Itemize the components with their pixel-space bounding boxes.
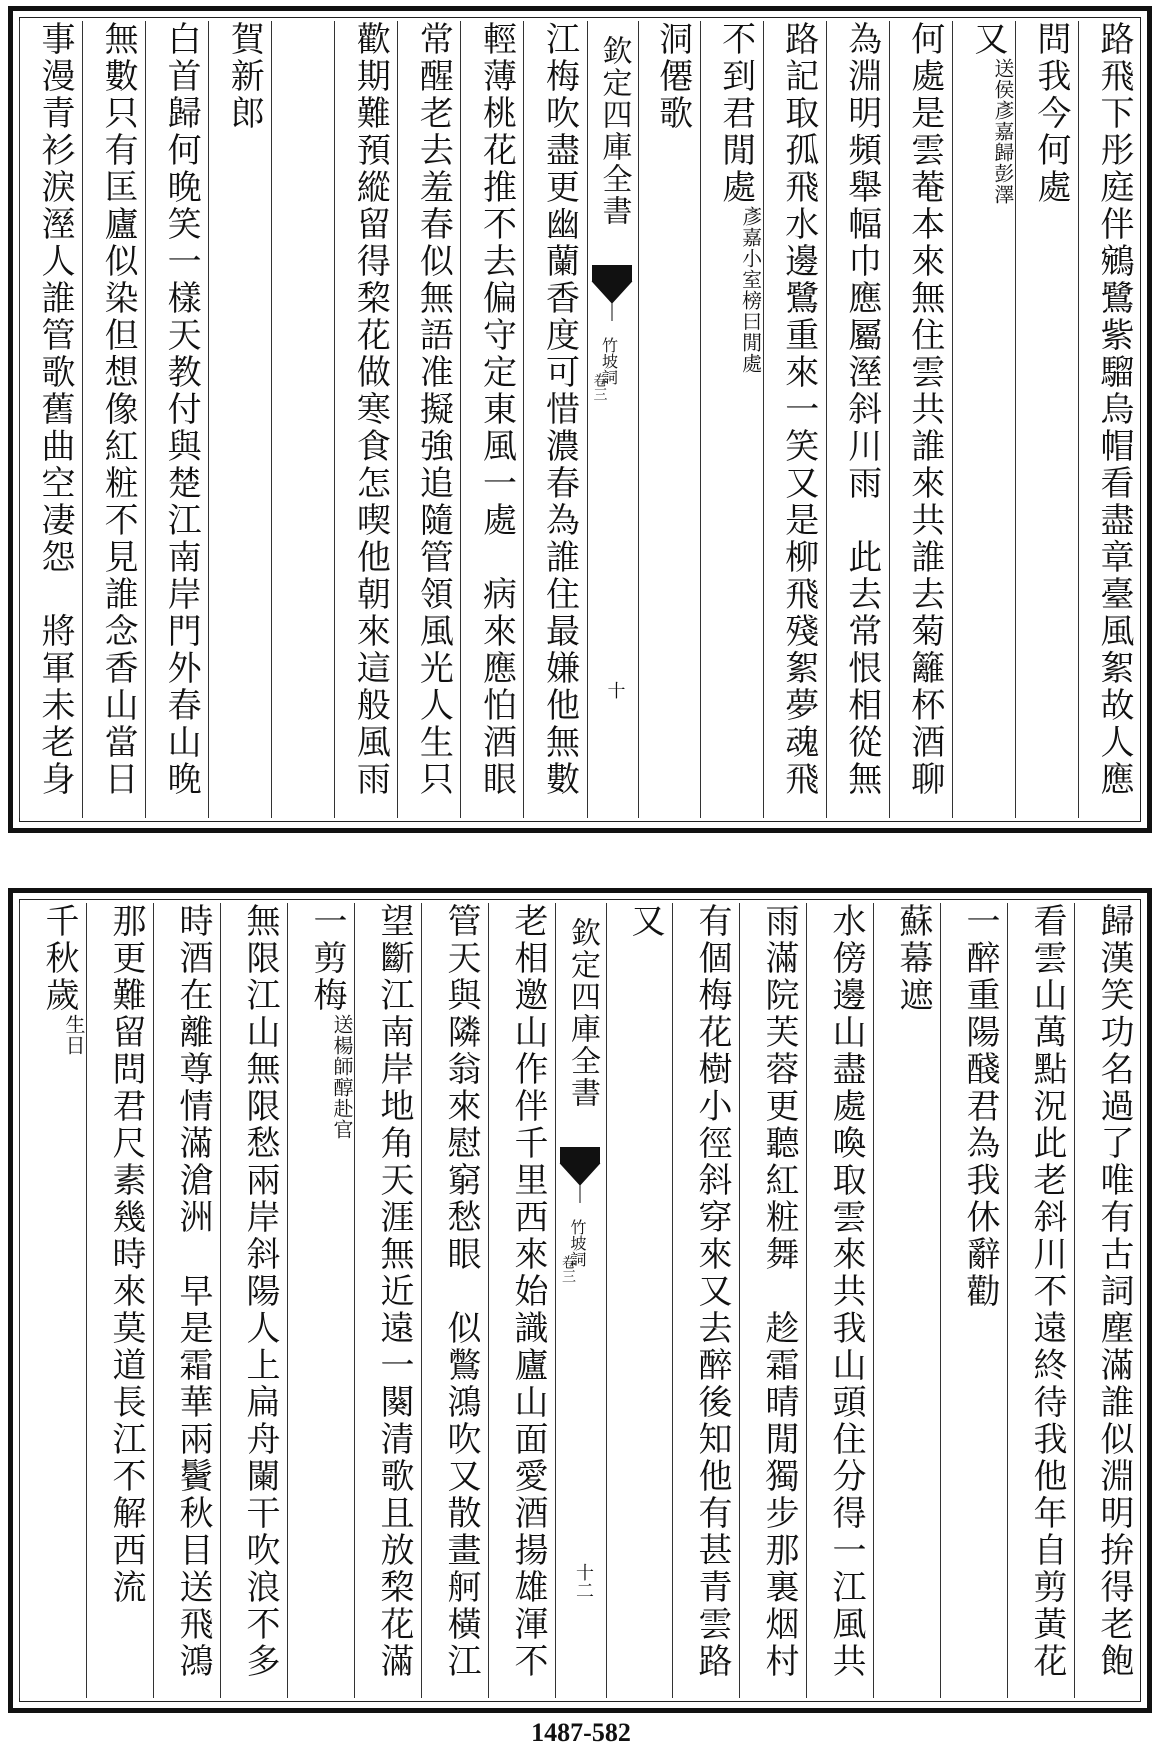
top-text-column <box>82 21 146 818</box>
bottom-text-column <box>421 903 489 1698</box>
top-text-column <box>19 21 83 818</box>
interlinear-note: 送侯彥嘉歸彭澤 <box>990 58 1015 205</box>
top-text-column <box>334 21 398 818</box>
bottom-text-column <box>287 903 355 1698</box>
column-text: 歸漢笑功名過了唯有古詞塵滿誰似淵明拚得老飽 <box>1094 903 1134 1680</box>
column-text: 事漫青衫淚溼人誰管歌舊曲空凄怨 將軍未老身 <box>35 21 76 798</box>
book-title: 竹坡詞 <box>599 337 619 385</box>
folio-number: 十 <box>604 681 626 699</box>
top-text-column <box>700 21 764 818</box>
top-text-column <box>145 21 209 818</box>
top-text-column <box>889 21 953 818</box>
bottom-text-column <box>940 903 1008 1698</box>
column-text: 千秋歲 <box>39 903 79 1014</box>
book-title: 竹坡詞 <box>568 1219 587 1267</box>
bottom-center-gutter <box>555 903 607 1698</box>
library-title: 欽定四庫全書 <box>596 35 632 227</box>
top-text-column <box>1078 21 1142 818</box>
column-text: 看雲山萬點況此老斜川不遠終待我他年自剪黃花 <box>1027 903 1067 1680</box>
column-text: 管天與隣翁來慰窮愁眼 似鷩鴻吹又散畫舸橫江 <box>441 903 481 1680</box>
fishtail-mark-icon <box>590 263 634 323</box>
column-text: 江梅吹盡更幽蘭香度可惜濃春為誰住最嫌他無數 <box>539 21 580 798</box>
bottom-page-panel <box>8 888 1152 1713</box>
interlinear-note: 送楊師醇赴官 <box>330 1014 354 1140</box>
interlinear-note: 彥嘉小室榜曰閒處 <box>738 206 763 374</box>
bottom-text-column <box>672 903 740 1698</box>
top-text-column <box>1015 21 1079 818</box>
column-text: 不到君閒處 <box>715 21 756 206</box>
column-text: 那更難留問君尺素幾時來莫道長江不解西流 <box>106 903 146 1606</box>
column-text: 水傍邊山盡處喚取雲來共我山頭住分得一江風共 <box>826 903 866 1680</box>
column-text: 洞僊歌 <box>652 21 693 132</box>
folio-number: 十二 <box>573 1563 594 1599</box>
column-text: 無數只有匡廬似染但想像紅粧不見誰念香山當日 <box>98 21 139 798</box>
bottom-text-column <box>873 903 941 1698</box>
column-text: 路飛下彤庭伴鵷鷺紫騮烏帽看盡章臺風絮故人應 <box>1093 21 1134 798</box>
column-text: 又 <box>967 21 1008 58</box>
top-text-column <box>523 21 587 818</box>
column-text: 歡期難預縱留得棃花做寒食怎喫他朝來這般風雨 <box>350 21 391 798</box>
column-text: 白首歸何晚笑一樣天教付與楚江南岸門外春山晚 <box>161 21 202 798</box>
bottom-text-column <box>739 903 807 1698</box>
top-text-column <box>763 21 827 818</box>
top-text-column <box>460 21 524 818</box>
column-text: 望斷江南岸地角天涯無近遠一闋清歌且放棃花滿 <box>374 903 414 1680</box>
column-text: 雨滿院芙蓉更聽紅粧舞 趁霜晴閒獨步那裏烟村 <box>759 903 799 1680</box>
column-text: 一剪梅 <box>307 903 347 1014</box>
bottom-text-column <box>1074 903 1142 1698</box>
interlinear-note: 生日 <box>62 1014 86 1056</box>
bottom-text-column <box>605 903 673 1698</box>
bottom-text-column <box>354 903 422 1698</box>
top-page-panel <box>8 6 1152 833</box>
column-text: 常醒老去羞春似無語准擬強追隨管領風光人生只 <box>413 21 454 798</box>
bottom-text-column <box>1007 903 1075 1698</box>
column-text: 賀新郎 <box>224 21 265 132</box>
column-text: 為淵明頻舉幅巾應屬溼斜川雨 此去常恨相從無 <box>841 21 882 798</box>
bottom-text-column <box>86 903 154 1698</box>
top-text-column <box>826 21 890 818</box>
top-text-column <box>952 21 1016 818</box>
column-text: 路記取孤飛水邊鷺重來一笑又是柳飛殘絮夢魂飛 <box>778 21 819 798</box>
bottom-text-column <box>488 903 556 1698</box>
bottom-text-column <box>220 903 288 1698</box>
volume-label: 卷三 <box>591 373 608 401</box>
column-text: 無限江山無限愁兩岸斜陽人上扁舟闌干吹浪不多 <box>240 903 280 1680</box>
bottom-text-column <box>19 903 87 1698</box>
column-text: 問我今何處 <box>1030 21 1071 206</box>
top-text-column <box>397 21 461 818</box>
top-text-column <box>208 21 272 818</box>
top-text-column <box>637 21 701 818</box>
column-text: 又 <box>625 903 665 940</box>
top-center-gutter <box>587 21 639 818</box>
column-text: 一醉重陽醆君為我休辭勸 <box>960 903 1000 1310</box>
column-text: 有個梅花樹小徑斜穿來又去醉後知他有甚青雲路 <box>692 903 732 1680</box>
bottom-text-column <box>806 903 874 1698</box>
page-number: 1487-582 <box>531 1718 631 1747</box>
volume-label: 卷三 <box>560 1255 576 1283</box>
column-text: 時酒在離尊情滿滄洲 早是霜華兩鬢秋目送飛鴻 <box>173 903 213 1680</box>
fishtail-mark-icon <box>558 1145 602 1205</box>
library-title: 欽定四庫全書 <box>565 917 600 1109</box>
column-text: 老相邀山作伴千里西來始識廬山面愛酒揚雄渾不 <box>508 903 548 1680</box>
column-text: 蘇幕遮 <box>893 903 933 1014</box>
bottom-text-column <box>153 903 221 1698</box>
column-text: 何處是雲菴本來無住雲共誰來共誰去菊籬杯酒聊 <box>904 21 945 798</box>
top-text-column <box>271 21 335 818</box>
column-text: 輕薄桃花推不去偏守定東風一處 病來應怕酒眼 <box>476 21 517 798</box>
